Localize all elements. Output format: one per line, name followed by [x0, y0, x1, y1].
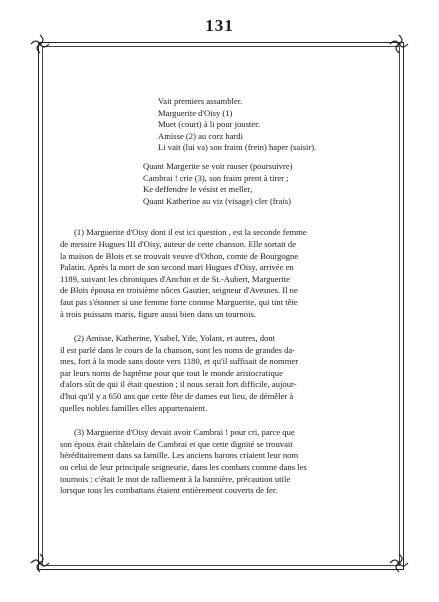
footnote-line: héréditairement dans sa famille. Les anciens barons criaient leur nom — [60, 450, 299, 461]
footnote-line: 1189, suivant les chroniques d'Anchin et de St.-Aubert, Marguerite — [60, 273, 290, 284]
footnote-3 — [60, 427, 386, 497]
footnote-line: à trois puissans maris, figure aussi bien dans un tournois. — [60, 308, 256, 319]
footnote-2 — [60, 333, 386, 414]
corner-ornament-top-right — [388, 33, 410, 55]
verse-line: Quant Katherine au viz (visage) cler (frais) — [143, 195, 291, 206]
footnote-line: la maison de Blois et se trouvait veuve d'Othon, comte de Bourgogne — [60, 250, 299, 261]
footnote-line: de messire Hugues III d'Oisy, auteur de cette chanson. Elle sortait de — [60, 238, 297, 249]
page-content — [60, 96, 386, 510]
corner-ornament-bottom-left — [29, 552, 51, 574]
corner-ornament-top-left — [29, 33, 51, 55]
footnote-line: lorsque tous les combattans étaient entièrement couverts de fer. — [60, 485, 278, 496]
footnote-line: (3) Marguerite d'Oisy devait avoir Cambrai ! pour cri, parce que — [74, 427, 295, 438]
footnote-line: d'alors sût de qui il était question ; il nous serait fort difficile, aujour- — [60, 379, 297, 390]
footnote-line: d'hui qu'il y a 650 ans que cette fête de dames eut lieu, de démêler à — [60, 391, 294, 402]
footnote-line: quelles nobles familles elles appartenaient. — [60, 402, 208, 413]
verse-line: Cambrai ! crie (3), son fraim prent à tirer ; — [143, 172, 289, 183]
verse-stanza-2 — [143, 161, 386, 207]
footnote-line: son époux était châtelain de Cambrai et que cette dignité se trouvait — [60, 438, 293, 449]
footnote-line: mes, fort à la mode sans doute vers 1180, et qu'il suffisait de nommer — [60, 356, 299, 367]
footnote-line: par leurs noms de baptême pour que tout le monde aristocratique — [60, 367, 283, 378]
verse-line: Vait premiers assambler. — [158, 96, 243, 106]
verse-line: Ke deffendre le vésist et meller, — [143, 184, 253, 195]
verse-line: Li vait (lui va) son fraim (frein) haper (saisir). — [158, 142, 317, 153]
footnote-line: de Blois épousa en troisième nôces Gautier, seigneur d'Avesnes. Il ne — [60, 285, 298, 296]
footnote-line: ou celui de leur principale seigneurie, dans les combats comme dans les — [60, 462, 307, 473]
page-number: 131 — [205, 16, 234, 35]
verse-stanza-1 — [158, 96, 386, 154]
footnote-line: faut pas s'étonner si une femme forte comme Marguerite, qui tint tête — [60, 296, 298, 307]
footnote-line: il est parlé dans le cours de la chanson, sont les noms de grandes da- — [60, 344, 296, 355]
footnote-line: (1) Marguerite d'Oisy dont il est ici question , est la seconde femme — [74, 227, 307, 238]
verse-line: Marguerite d'Oisy (1) — [158, 107, 233, 118]
footnote-line: tournois : c'était le mot de ralliement à la bannière, précaution utile — [60, 473, 291, 484]
verse-line: Amisse (2) au corz hardi — [158, 130, 243, 141]
footnotes — [60, 227, 386, 496]
verse-line: Muet (court) à li pour jouster. — [158, 119, 260, 130]
footnote-line: (2) Amisse, Katherine, Ysabel, Yde, Yolant, et autres, dont — [74, 333, 276, 344]
footnote-1 — [60, 227, 386, 320]
corner-ornament-bottom-right — [388, 552, 410, 574]
verse-line: Quant Margerite se voit rauser (poursuivre) — [143, 160, 293, 171]
footnote-line: Palatin. Après la mort de son second mari Hugues d'Oisy, arrivée en — [60, 262, 294, 273]
